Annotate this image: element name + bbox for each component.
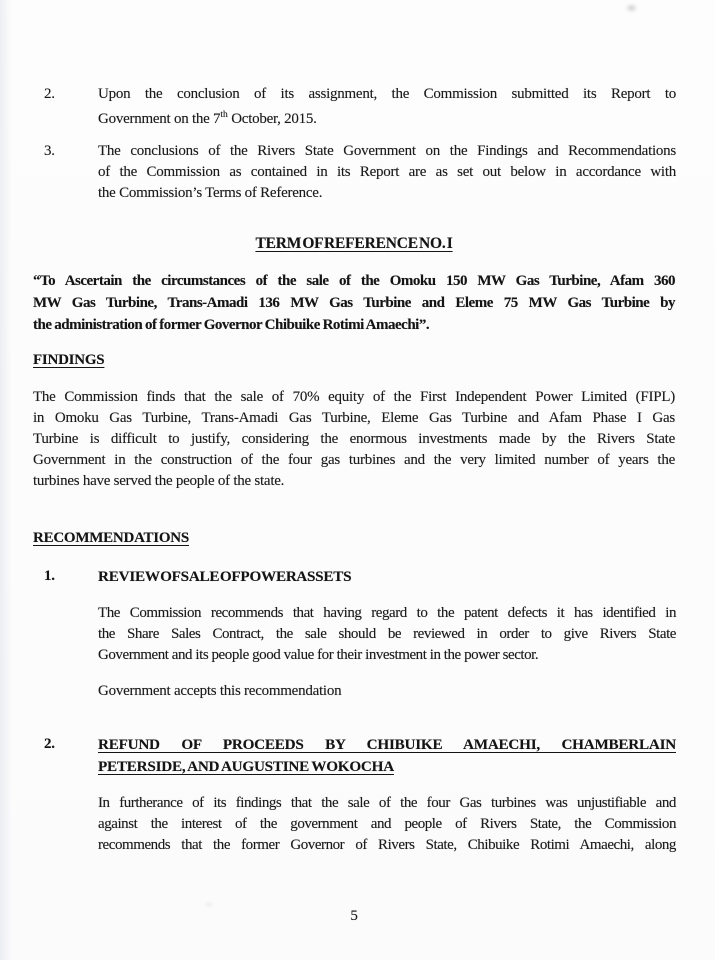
- heading-text: FINDINGS: [33, 352, 105, 368]
- text-line: of the Commission as contained in its Report are as set out below in accordance with: [98, 164, 676, 180]
- recommendations-heading: [33, 528, 189, 549]
- item-3-paragraph: [98, 141, 676, 204]
- term-of-reference-quote: [33, 270, 675, 336]
- findings-paragraph: [33, 387, 675, 492]
- item-2-paragraph: [98, 84, 676, 130]
- findings-heading: [33, 350, 104, 371]
- recommendation-2-number: 2.: [44, 736, 55, 752]
- text-line: REFUND OF PROCEEDS BY CHIBUIKE AMAECHI, CHAMBERLAIN: [98, 736, 676, 753]
- page-number: 5: [350, 908, 358, 924]
- text-line: The conclusions of the Rivers State Government on the Findings and Recommendations: [98, 143, 676, 159]
- text-line: the Commission’s Terms of Reference.: [98, 185, 323, 201]
- text-line: PETERSIDE, AND AUGUSTINE WOKOCHA: [98, 758, 394, 775]
- recommendation-1-acceptance: Government accepts this recommendation: [98, 683, 342, 699]
- text-line: In furtherance of its findings that the sale of the four Gas turbines was unjustifiable and: [98, 795, 676, 811]
- text-line: the Share Sales Contract, the sale should be reviewed in order to give Rivers State: [98, 626, 676, 642]
- recommendation-1-paragraph: [98, 603, 676, 666]
- recommendation-1-title: REVIEW OF SALE OF POWER ASSETS: [98, 568, 352, 585]
- recommendation-2-title: [98, 734, 676, 778]
- scan-artifact: [627, 5, 636, 11]
- text-line: The Commission recommends that having regard to the patent defects it has identified in: [98, 605, 676, 621]
- text-line: Upon the conclusion of its assignment, the Commission submitted its Report to: [98, 86, 676, 102]
- text-line: in Omoku Gas Turbine, Trans-Amadi Gas Turbine, Eleme Gas Turbine and Afam Phase I Gas: [33, 410, 675, 426]
- text-line: the administration of former Governor Chibuike Rotimi Amaechi”.: [33, 317, 430, 333]
- term-of-reference-heading: [33, 233, 675, 254]
- recommendation-1-number: 1.: [44, 568, 55, 584]
- recommendation-2-paragraph: [98, 793, 676, 856]
- item-2-number: 2.: [44, 86, 55, 102]
- text-line: Government and its people good value for their investment in the power sector.: [98, 647, 539, 663]
- text-fragment: October, 2015.: [227, 111, 317, 127]
- text-line: Government in the construction of the four gas turbines and the very limited number of years the: [33, 452, 675, 468]
- text-line: The Commission finds that the sale of 70% equity of the First Independent Power Limited (FIPL): [33, 389, 675, 405]
- text-line: [98, 105, 676, 130]
- item-3-number: 3.: [44, 143, 55, 159]
- text-line: against the interest of the government and people of Rivers State, the Commission: [98, 816, 676, 832]
- heading-text: RECOMMENDATIONS: [33, 530, 189, 546]
- text-fragment: Government on the 7: [98, 111, 221, 127]
- text-line: Turbine is difficult to justify, considering the enormous investments made by the Rivers State: [33, 431, 675, 447]
- scan-edge-shadow: [0, 0, 12, 960]
- text-line: turbines have served the people of the state.: [33, 473, 285, 489]
- text-line: MW Gas Turbine, Trans-Amadi 136 MW Gas Turbine and Eleme 75 MW Gas Turbine by: [33, 295, 675, 311]
- superscript-th: th: [220, 110, 228, 120]
- text-line: “To Ascertain the circumstances of the sale of the Omoku 150 MW Gas Turbine, Afam 360: [33, 273, 675, 289]
- heading-text: TERM OF REFERENCE NO. I: [255, 235, 453, 252]
- text-line: recommends that the former Governor of Rivers State, Chibuike Rotimi Amaechi, along: [98, 837, 676, 853]
